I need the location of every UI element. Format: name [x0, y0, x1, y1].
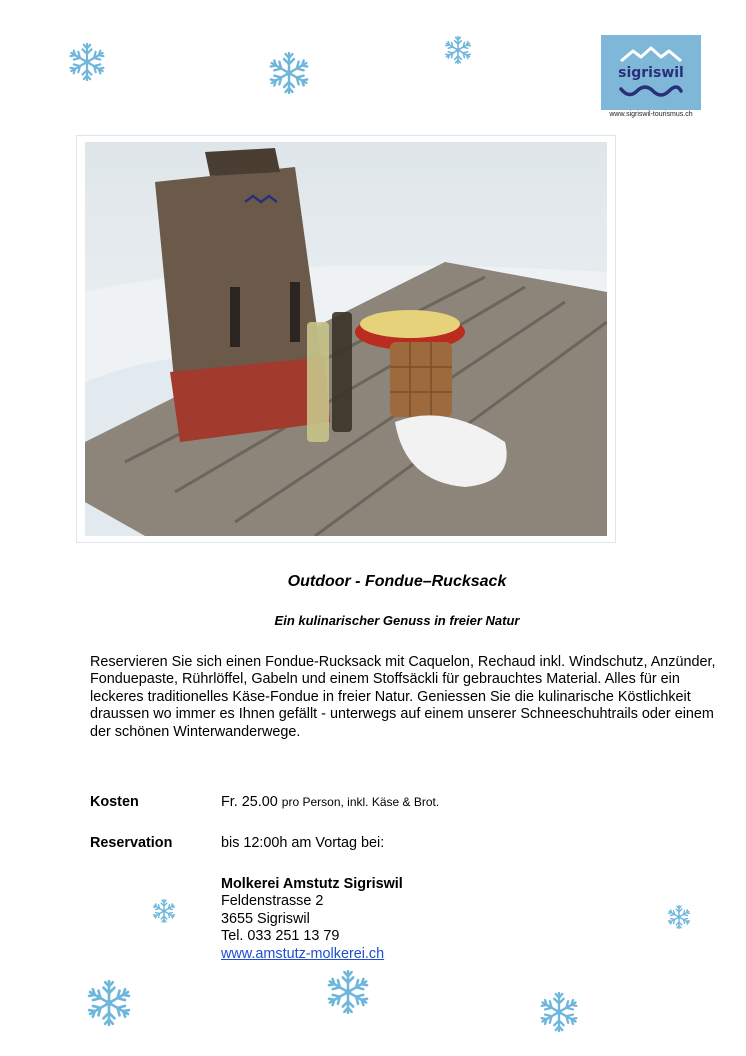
contact-street: Feldenstrasse 2 [221, 893, 324, 910]
cost-price: Fr. 25.00 [221, 794, 278, 810]
page-subtitle: Ein kulinarischer Genuss in freier Natur [274, 613, 520, 628]
mountain-logo-icon [619, 45, 683, 65]
reservation-value: bis 12:00h am Vortag bei: [221, 835, 385, 851]
fondue-backpack-photo [85, 142, 607, 536]
contact-phone: Tel. 033 251 13 79 [221, 928, 340, 945]
snowflake-icon [539, 992, 579, 1032]
wave-logo-icon [619, 85, 683, 101]
snowflake-icon [68, 43, 106, 81]
snowflake-icon [152, 899, 176, 923]
snowflake-icon [326, 970, 370, 1014]
logo-brand-text: sigriswil [618, 65, 684, 81]
cost-label: Kosten [90, 794, 139, 810]
cost-value [221, 794, 439, 810]
contact-block [221, 876, 403, 963]
sigriswil-logo[interactable] [601, 35, 701, 110]
contact-name: Molkerei Amstutz Sigriswil [221, 876, 403, 892]
snowflake-icon [667, 905, 691, 929]
contact-website-link[interactable]: www.amstutz-molkerei.ch [221, 945, 385, 962]
intro-paragraph: Reservieren Sie sich einen Fondue-Rucksack mit Caquelon, Rechaud inkl. Windschutz, Anzünder, Fonduepaste, Rührlöffel, Gabeln und einem Stoffsäckli für gebrauchtes Material. Alles für ein leckeres traditionelles Käse-Fondue in freier Natur. Geniessen Sie die kulinarische Köstlichkeit draussen wo immer es Ihnen gefällt - unterwegs auf einem unserer Schneeschuhtrails oder einem der schönen Winterwanderwege. [90, 654, 716, 740]
snowflake-icon [444, 36, 472, 64]
cost-note: pro Person, inkl. Käse & Brot. [281, 795, 440, 809]
photo-illustration [85, 142, 607, 536]
snowflake-icon [268, 52, 310, 94]
logo-url: www.sigriswil-tourismus.ch [609, 111, 693, 118]
page-title: Outdoor - Fondue–Rucksack [287, 573, 507, 590]
reservation-label: Reservation [90, 835, 173, 851]
snowflake-icon [86, 980, 132, 1026]
contact-city: 3655 Sigriswil [221, 910, 310, 927]
